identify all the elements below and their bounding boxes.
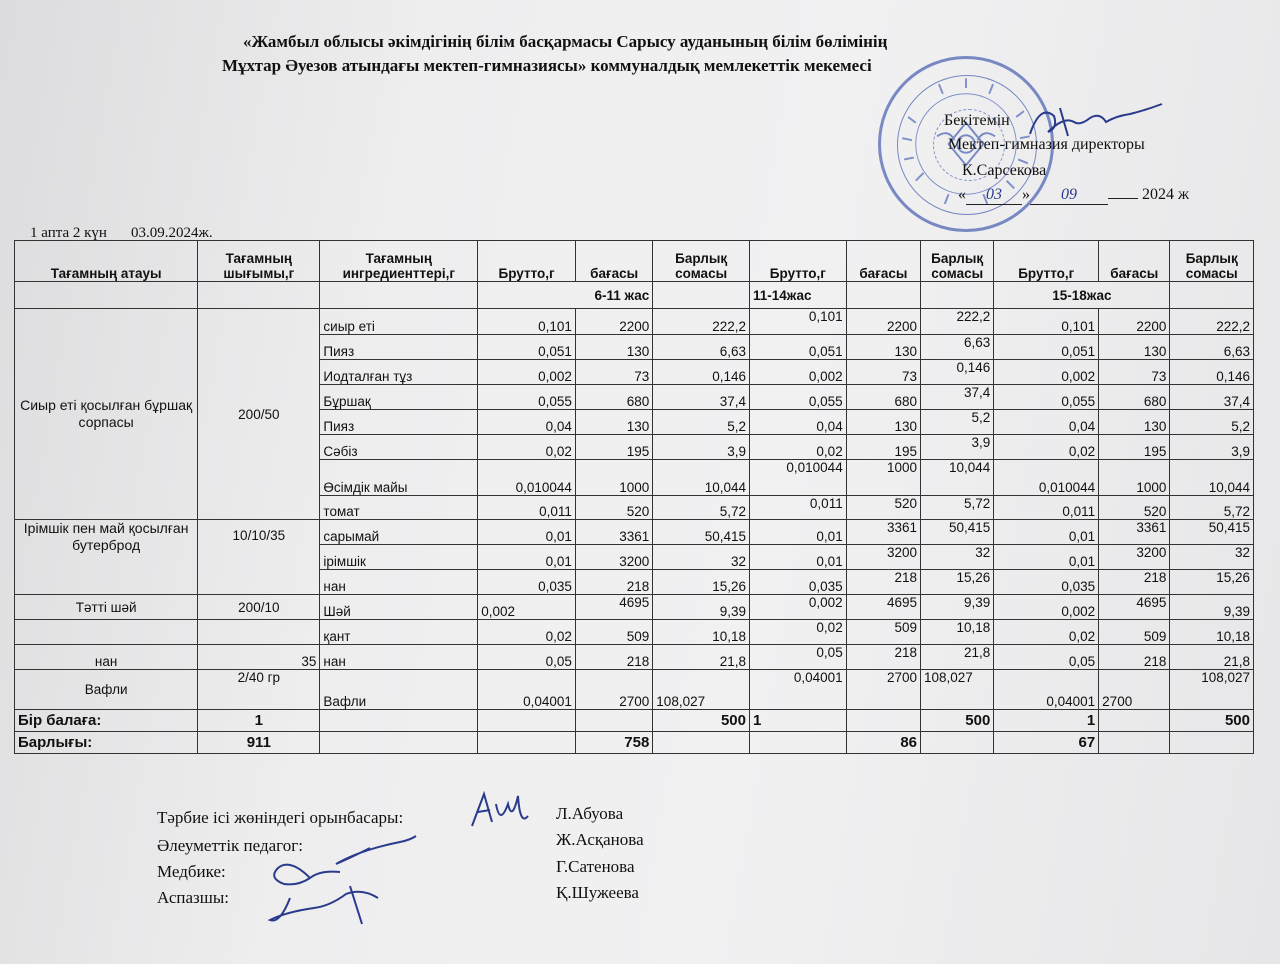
staff-role-1: Тәрбие ісі жөніндегі орынбасары: bbox=[157, 808, 404, 827]
total: 15,26 bbox=[1170, 570, 1254, 595]
total: 21,8 bbox=[653, 645, 750, 670]
staff-name-1: Л.Абуова bbox=[556, 804, 624, 823]
dish-name-2: Ірімшік пен май қосылған бутерброд bbox=[15, 520, 198, 595]
per-child-g3-brutto: 1 bbox=[994, 710, 1099, 732]
total: 10,18 bbox=[1170, 620, 1254, 645]
totals-g1-price: 758 bbox=[575, 732, 652, 754]
brutto: 0,01 bbox=[478, 545, 576, 570]
total: 21,8 bbox=[921, 645, 994, 670]
brutto: 0,04 bbox=[994, 410, 1099, 435]
dish-output-5: 2/40 гр bbox=[198, 670, 320, 710]
total: 9,39 bbox=[653, 595, 750, 620]
price: 2200 bbox=[575, 309, 652, 335]
price: 2700 bbox=[1099, 670, 1170, 710]
total: 0,146 bbox=[653, 360, 750, 385]
brutto: 0,02 bbox=[750, 435, 847, 460]
total: 37,4 bbox=[653, 385, 750, 410]
brutto: 0,035 bbox=[750, 570, 847, 595]
total: 6,63 bbox=[653, 335, 750, 360]
price: 520 bbox=[1099, 496, 1170, 520]
price: 3361 bbox=[575, 520, 652, 545]
brutto: 0,02 bbox=[994, 620, 1099, 645]
price: 195 bbox=[1099, 435, 1170, 460]
table-row bbox=[15, 620, 1254, 645]
col-brutto-3: Брутто,г bbox=[994, 241, 1099, 282]
director-signature bbox=[1020, 96, 1170, 146]
total: 10,044 bbox=[921, 460, 994, 496]
price: 2700 bbox=[846, 670, 920, 710]
totals-g2-price: 86 bbox=[846, 732, 920, 754]
total: 108,027 bbox=[1170, 670, 1254, 710]
price: 3361 bbox=[846, 520, 920, 545]
price: 680 bbox=[575, 385, 652, 410]
col-total-2: Барлық сомасы bbox=[921, 241, 994, 282]
total: 21,8 bbox=[1170, 645, 1254, 670]
total: 10,044 bbox=[1170, 460, 1254, 496]
total: 10,18 bbox=[921, 620, 994, 645]
total: 10,044 bbox=[653, 460, 750, 496]
brutto: 0,010044 bbox=[478, 460, 576, 496]
total: 50,415 bbox=[653, 520, 750, 545]
brutto: 0,002 bbox=[478, 595, 576, 620]
table-row bbox=[15, 670, 1254, 710]
brutto: 0,002 bbox=[478, 360, 576, 385]
brutto: 0,010044 bbox=[750, 460, 847, 496]
dish-output-4: 35 bbox=[198, 645, 320, 670]
price: 73 bbox=[846, 360, 920, 385]
per-child-g2-brutto: 1 bbox=[750, 710, 847, 732]
staff-name-3: Г.Сатенова bbox=[556, 857, 635, 876]
total: 6,63 bbox=[921, 335, 994, 360]
col-price-3: бағасы bbox=[1099, 241, 1170, 282]
total: 222,2 bbox=[921, 309, 994, 335]
price: 3361 bbox=[1099, 520, 1170, 545]
dish-name-3: Тәтті шәй bbox=[15, 595, 198, 620]
ingredient: Пияз bbox=[320, 335, 478, 360]
dish-output-1: 200/50 bbox=[198, 309, 320, 520]
total: 222,2 bbox=[1170, 309, 1254, 335]
price: 4695 bbox=[575, 595, 652, 620]
brutto: 0,035 bbox=[478, 570, 576, 595]
brutto: 0,01 bbox=[994, 520, 1099, 545]
total: 5,2 bbox=[1170, 410, 1254, 435]
brutto: 0,011 bbox=[478, 496, 576, 520]
col-ingredients: Тағамның ингредиенттері,г bbox=[320, 241, 478, 282]
dish-name-4: нан bbox=[15, 645, 198, 670]
ingredient: Пияз bbox=[320, 410, 478, 435]
total: 3,9 bbox=[1170, 435, 1254, 460]
table-row bbox=[15, 520, 1254, 545]
brutto: 0,02 bbox=[478, 620, 576, 645]
price: 130 bbox=[575, 410, 652, 435]
total: 5,72 bbox=[921, 496, 994, 520]
total: 6,63 bbox=[1170, 335, 1254, 360]
price: 218 bbox=[846, 645, 920, 670]
brutto: 0,02 bbox=[478, 435, 576, 460]
brutto: 0,05 bbox=[478, 645, 576, 670]
dish-name-1: Сиыр еті қосылған бұршақ сорпасы bbox=[15, 309, 198, 520]
staff-role-2: Әлеуметтік педагог: bbox=[157, 836, 303, 855]
brutto: 0,04 bbox=[750, 410, 847, 435]
price: 218 bbox=[575, 645, 652, 670]
approval-position: Мектеп-гимназия директоры bbox=[948, 136, 1145, 153]
price: 130 bbox=[846, 410, 920, 435]
total: 0,146 bbox=[1170, 360, 1254, 385]
total: 50,415 bbox=[921, 520, 994, 545]
brutto: 0,01 bbox=[750, 520, 847, 545]
totals-row bbox=[15, 732, 1254, 754]
total: 5,72 bbox=[653, 496, 750, 520]
brutto: 0,055 bbox=[994, 385, 1099, 410]
per-child-label: Бір балаға: bbox=[15, 710, 198, 732]
brutto: 0,01 bbox=[994, 545, 1099, 570]
age-group-row bbox=[15, 282, 1254, 309]
staff-name-2: Ж.Асқанова bbox=[556, 830, 644, 849]
ingredient: сарымай bbox=[320, 520, 478, 545]
brutto: 0,035 bbox=[994, 570, 1099, 595]
total: 10,18 bbox=[653, 620, 750, 645]
brutto: 0,051 bbox=[478, 335, 576, 360]
brutto: 0,051 bbox=[750, 335, 847, 360]
staff-name-4: Қ.Шужеева bbox=[556, 883, 639, 902]
col-brutto-1: Брутто,г bbox=[478, 241, 576, 282]
brutto: 0,101 bbox=[994, 309, 1099, 335]
price: 4695 bbox=[1099, 595, 1170, 620]
total: 32 bbox=[1170, 545, 1254, 570]
price: 195 bbox=[846, 435, 920, 460]
brutto: 0,055 bbox=[750, 385, 847, 410]
ingredient: нан bbox=[320, 645, 478, 670]
price: 73 bbox=[575, 360, 652, 385]
brutto: 0,011 bbox=[994, 496, 1099, 520]
total: 108,027 bbox=[921, 670, 994, 710]
age-group-2: 11-14жас bbox=[750, 282, 847, 309]
dish-name-5: Вафли bbox=[15, 670, 198, 710]
price: 130 bbox=[1099, 410, 1170, 435]
price: 680 bbox=[846, 385, 920, 410]
staff-role-4: Аспазшы: bbox=[157, 888, 229, 907]
brutto: 0,02 bbox=[750, 620, 847, 645]
price: 130 bbox=[575, 335, 652, 360]
brutto: 0,101 bbox=[750, 309, 847, 335]
ingredient: Өсімдік майы bbox=[320, 460, 478, 496]
signature-staff bbox=[250, 828, 430, 938]
price: 73 bbox=[1099, 360, 1170, 385]
price: 3200 bbox=[846, 545, 920, 570]
brutto: 0,04 bbox=[478, 410, 576, 435]
price: 2700 bbox=[575, 670, 652, 710]
ingredient: Бұршақ bbox=[320, 385, 478, 410]
price: 2200 bbox=[846, 309, 920, 335]
price: 509 bbox=[846, 620, 920, 645]
totals-label: Барлығы: bbox=[15, 732, 198, 754]
total: 37,4 bbox=[1170, 385, 1254, 410]
price: 218 bbox=[575, 570, 652, 595]
approval-date-year: 2024 ж bbox=[1142, 186, 1190, 203]
brutto: 0,002 bbox=[750, 595, 847, 620]
col-price-2: бағасы bbox=[846, 241, 920, 282]
col-total-3: Барлық сомасы bbox=[1170, 241, 1254, 282]
per-child-row bbox=[15, 710, 1254, 732]
brutto: 0,002 bbox=[994, 360, 1099, 385]
total: 5,2 bbox=[921, 410, 994, 435]
col-brutto-2: Брутто,г bbox=[750, 241, 847, 282]
dish-output-2: 10/10/35 bbox=[198, 520, 320, 595]
price: 1000 bbox=[575, 460, 652, 496]
per-child-g1-total: 500 bbox=[653, 710, 750, 732]
total: 50,415 bbox=[1170, 520, 1254, 545]
price: 130 bbox=[1099, 335, 1170, 360]
brutto: 0,02 bbox=[994, 435, 1099, 460]
col-total-1: Барлық сомасы bbox=[653, 241, 750, 282]
brutto: 0,01 bbox=[750, 545, 847, 570]
ingredient: Сәбіз bbox=[320, 435, 478, 460]
ingredient: ірімшік bbox=[320, 545, 478, 570]
brutto: 0,101 bbox=[478, 309, 576, 335]
ingredient: Шәй bbox=[320, 595, 478, 620]
total: 222,2 bbox=[653, 309, 750, 335]
price: 3200 bbox=[575, 545, 652, 570]
approval-date-day: 03 bbox=[966, 186, 1022, 205]
price: 195 bbox=[575, 435, 652, 460]
brutto: 0,055 bbox=[478, 385, 576, 410]
brutto: 0,01 bbox=[478, 520, 576, 545]
ingredient: қант bbox=[320, 620, 478, 645]
approval-title: Бекітемін bbox=[944, 112, 1010, 129]
menu-table bbox=[14, 240, 1254, 754]
brutto: 0,05 bbox=[994, 645, 1099, 670]
dish-output-3: 200/10 bbox=[198, 595, 320, 620]
total: 3,9 bbox=[653, 435, 750, 460]
per-child-output: 1 bbox=[198, 710, 320, 732]
header-line-2: Мұхтар Әуезов атындағы мектеп-гимназиясы» коммуналдық мемлекеттік мекемесі bbox=[222, 56, 872, 75]
ingredient: Иодталған тұз bbox=[320, 360, 478, 385]
price: 509 bbox=[1099, 620, 1170, 645]
total: 15,26 bbox=[921, 570, 994, 595]
price: 1000 bbox=[846, 460, 920, 496]
price: 509 bbox=[575, 620, 652, 645]
age-group-3: 15-18жас bbox=[994, 282, 1170, 309]
brutto: 0,002 bbox=[750, 360, 847, 385]
ingredient: Вафли bbox=[320, 670, 478, 710]
brutto: 0,011 bbox=[750, 496, 847, 520]
ingredient: нан bbox=[320, 570, 478, 595]
price: 2200 bbox=[1099, 309, 1170, 335]
col-dish: Тағамның атауы bbox=[15, 241, 198, 282]
brutto: 0,010044 bbox=[994, 460, 1099, 496]
price: 218 bbox=[1099, 570, 1170, 595]
price: 520 bbox=[575, 496, 652, 520]
total: 5,72 bbox=[1170, 496, 1254, 520]
approval-date-prefix: « bbox=[958, 186, 966, 203]
total: 15,26 bbox=[653, 570, 750, 595]
price: 520 bbox=[846, 496, 920, 520]
total: 32 bbox=[921, 545, 994, 570]
total: 9,39 bbox=[1170, 595, 1254, 620]
staff-role-3: Медбике: bbox=[157, 862, 226, 881]
brutto: 0,04001 bbox=[478, 670, 576, 710]
table-header-row bbox=[15, 241, 1254, 282]
price: 3200 bbox=[1099, 545, 1170, 570]
price: 218 bbox=[846, 570, 920, 595]
total: 37,4 bbox=[921, 385, 994, 410]
total: 3,9 bbox=[921, 435, 994, 460]
col-output: Тағамның шығымы,г bbox=[198, 241, 320, 282]
total: 32 bbox=[653, 545, 750, 570]
age-group-1: 6-11 жас bbox=[478, 282, 653, 309]
price: 130 bbox=[846, 335, 920, 360]
col-price-1: бағасы bbox=[575, 241, 652, 282]
approval-date: « 03 » 09 2024 ж bbox=[958, 186, 1190, 203]
total: 0,146 bbox=[921, 360, 994, 385]
per-child-g3-total: 500 bbox=[1170, 710, 1254, 732]
price: 1000 bbox=[1099, 460, 1170, 496]
ingredient: сиыр еті bbox=[320, 309, 478, 335]
week-day: 1 апта 2 күн bbox=[30, 225, 107, 241]
table-row bbox=[15, 309, 1254, 335]
per-child-g2-total: 500 bbox=[921, 710, 994, 732]
table-row bbox=[15, 595, 1254, 620]
price: 4695 bbox=[846, 595, 920, 620]
price: 218 bbox=[1099, 645, 1170, 670]
brutto: 0,002 bbox=[994, 595, 1099, 620]
totals-output: 911 bbox=[198, 732, 320, 754]
brutto: 0,05 bbox=[750, 645, 847, 670]
approval-director-name: К.Сарсекова bbox=[962, 162, 1047, 179]
totals-g3-price: 67 bbox=[994, 732, 1099, 754]
brutto: 0,04001 bbox=[994, 670, 1099, 710]
menu-date: 03.09.2024ж. bbox=[130, 225, 213, 241]
total: 9,39 bbox=[921, 595, 994, 620]
total: 5,2 bbox=[653, 410, 750, 435]
brutto: 0,04001 bbox=[750, 670, 847, 710]
approval-date-month: 09 bbox=[1030, 186, 1108, 205]
brutto: 0,051 bbox=[994, 335, 1099, 360]
signature-deputy bbox=[466, 786, 546, 836]
ingredient: томат bbox=[320, 496, 478, 520]
price: 680 bbox=[1099, 385, 1170, 410]
table-row bbox=[15, 645, 1254, 670]
header-line-1: «Жамбыл облысы әкімдігінің білім басқармасы Сарысу ауданының білім бөлімінің bbox=[243, 32, 888, 51]
total: 108,027 bbox=[653, 670, 750, 710]
